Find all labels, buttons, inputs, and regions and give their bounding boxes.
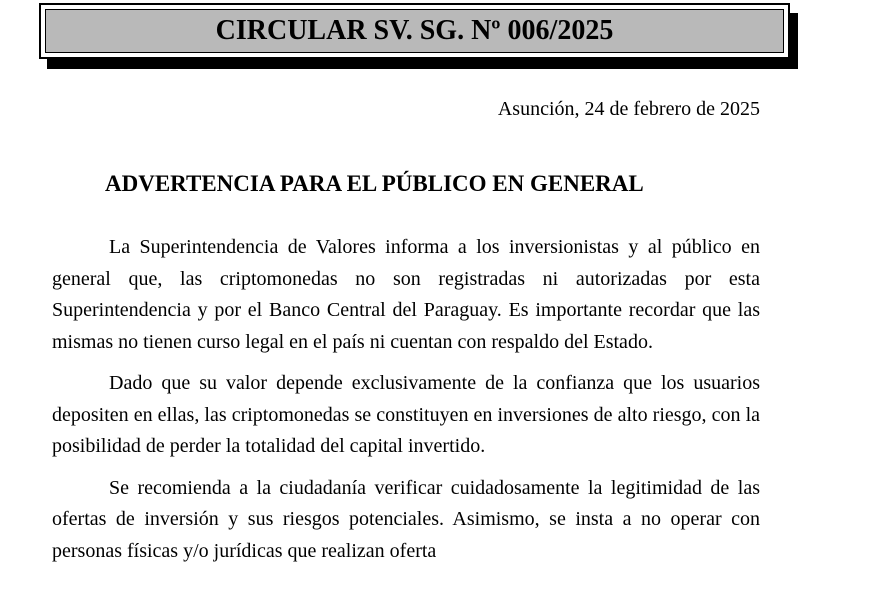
- circular-title: CIRCULAR SV. SG. Nº 006/2025: [215, 15, 614, 46]
- header-box: [39, 3, 790, 59]
- circular-header: [39, 3, 790, 59]
- paragraph: Dado que su valor depende exclusivamente de la confianza que los usuarios depositen en ellas, las criptomonedas se constituyen en inversiones de alto riesgo, con la posibilidad de perder la totalidad del capital invertido.: [52, 372, 760, 457]
- header-inner: [45, 9, 784, 53]
- document-body: [52, 232, 760, 577]
- paragraph: La Superintendencia de Valores informa a los inversionistas y al público en general que, las criptomonedas no son registradas ni autorizadas por esta Superintendencia y por el Banco Central del Paraguay. Es importante recordar que las mismas no tienen curso legal en el país ni cuentan con respaldo del Estado.: [52, 236, 760, 353]
- paragraph: Se recomienda a la ciudadanía verificar cuidadosamente la legitimidad de las ofertas de inversión y sus riesgos potenciales. Asimismo, se insta a no operar con personas físicas y/o jurídicas que realizan oferta: [52, 476, 760, 562]
- document-heading: ADVERTENCIA PARA EL PÚBLICO EN GENERAL: [105, 171, 644, 196]
- document-date: Asunción, 24 de febrero de 2025: [497, 98, 760, 120]
